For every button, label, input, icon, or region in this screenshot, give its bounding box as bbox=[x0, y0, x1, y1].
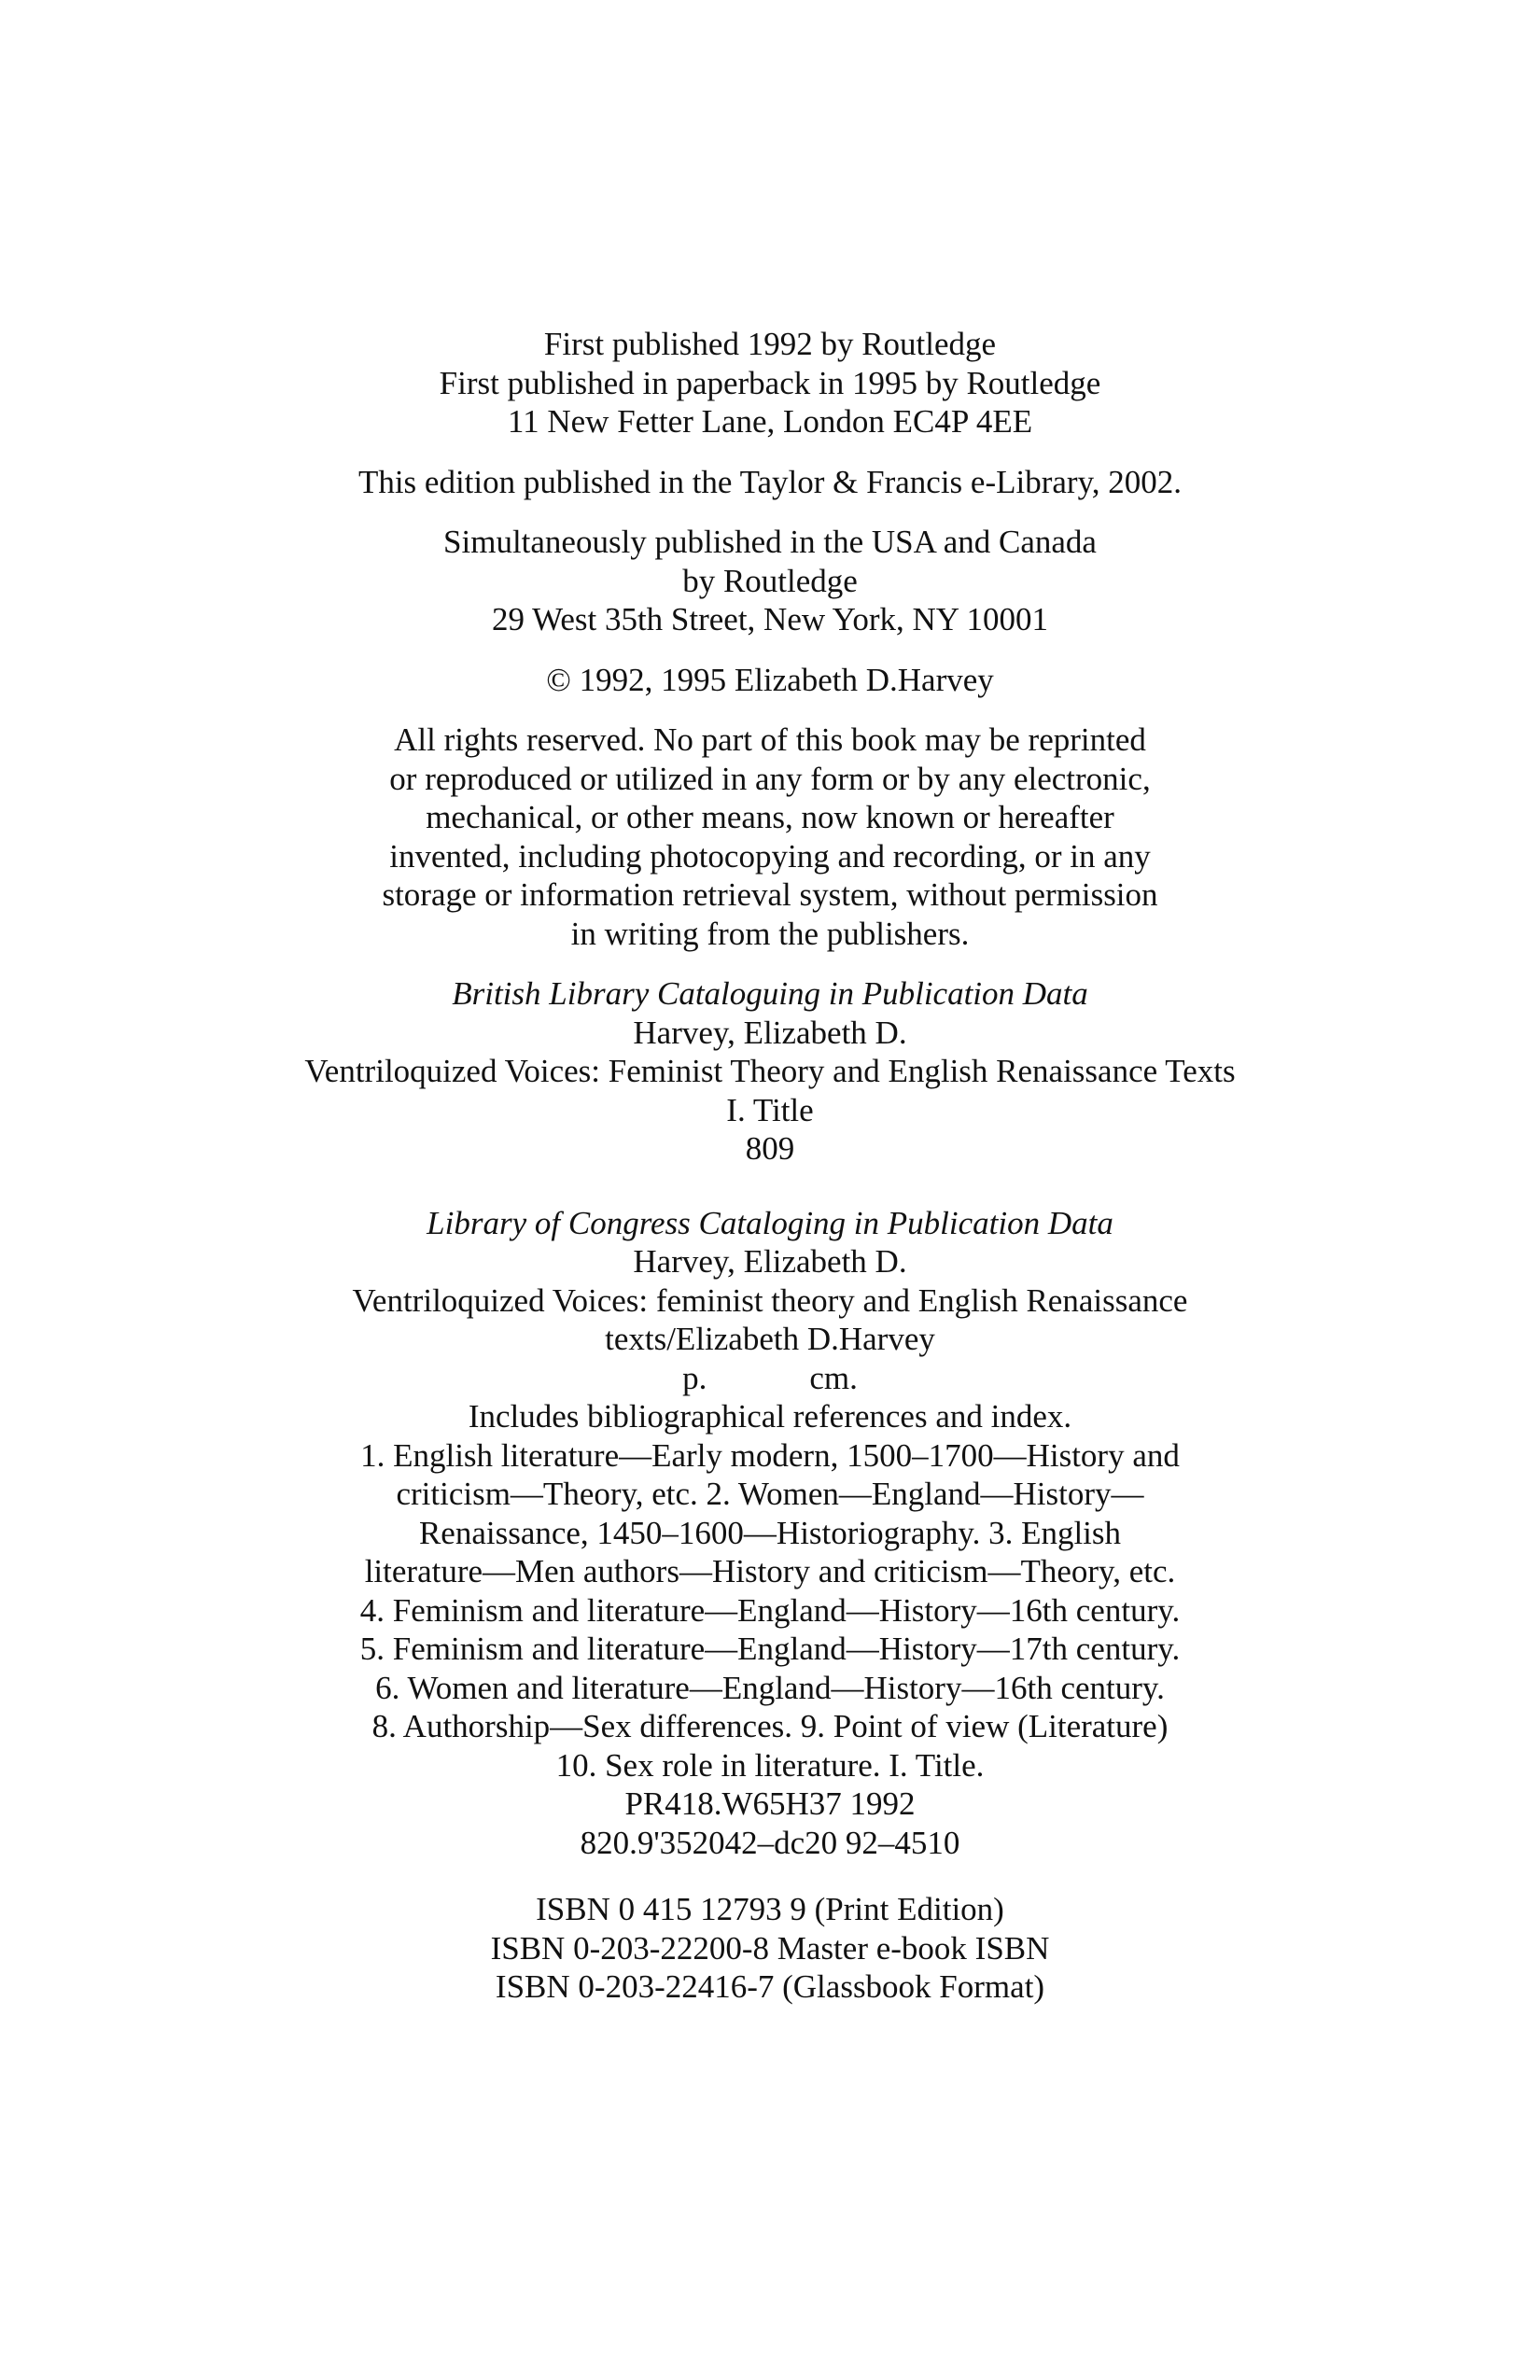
cip-line: 4. Feminism and literature—England—History—16th century. bbox=[359, 1591, 1181, 1629]
pages-label: p. bbox=[682, 1359, 707, 1396]
dewey-line: 820.9'352042–dc20 92–4510 bbox=[580, 1824, 960, 1861]
classification-line: 809 bbox=[745, 1130, 795, 1167]
copyright-page bbox=[0, 325, 1540, 2007]
isbn-line: ISBN 0-203-22200-8 Master e-book ISBN bbox=[490, 1929, 1050, 1967]
edition-block bbox=[0, 463, 1540, 502]
publisher-address: 11 New Fetter Lane, London EC4P 4EE bbox=[507, 403, 1033, 440]
cip-line: literature—Men authors—History and criticism—Theory, etc. bbox=[364, 1553, 1176, 1589]
copyright-block bbox=[0, 661, 1540, 700]
cip-line: 1. English literature—Early modern, 1500–1700—History and bbox=[360, 1436, 1180, 1474]
title-line: Ventriloquized Voices: Feminist Theory and English Renaissance Texts bbox=[304, 1053, 1236, 1089]
rights-line: or reproduced or utilized in any form or by any electronic, bbox=[389, 760, 1151, 797]
copyright-line: © 1992, 1995 Elizabeth D.Harvey bbox=[546, 661, 994, 698]
pages-cm-line bbox=[0, 1359, 1540, 1398]
cm-label: cm. bbox=[809, 1359, 858, 1396]
cip-line: Renaissance, 1450–1600—Historiography. 3. English bbox=[418, 1514, 1122, 1551]
title-line: texts/Elizabeth D.Harvey bbox=[605, 1321, 935, 1357]
isbn-block bbox=[0, 1890, 1540, 2007]
cip-line: 6. Women and literature—England—History—16th century. bbox=[375, 1669, 1165, 1706]
isbn-line: ISBN 0 415 12793 9 (Print Edition) bbox=[536, 1891, 1004, 1927]
rights-line: invented, including photocopying and recording, or in any bbox=[389, 837, 1151, 875]
british-library-block bbox=[0, 974, 1540, 1169]
rights-line: mechanical, or other means, now known or hereafter bbox=[426, 799, 1114, 835]
author-line: Harvey, Elizabeth D. bbox=[633, 1014, 907, 1051]
british-library-heading: British Library Cataloguing in Publication Data bbox=[452, 975, 1088, 1012]
edition-line: This edition published in the Taylor & Francis e-Library, 2002. bbox=[357, 463, 1183, 500]
rights-line: All rights reserved. No part of this book may be reprinted bbox=[394, 721, 1146, 758]
cip-line: Includes bibliographical references and index. bbox=[468, 1398, 1072, 1435]
publication-line: First published 1992 by Routledge bbox=[543, 326, 997, 362]
library-of-congress-heading: Library of Congress Cataloging in Publication Data bbox=[427, 1204, 1113, 1241]
publication-line: First published in paperback in 1995 by Routledge bbox=[439, 364, 1101, 401]
author-line: Harvey, Elizabeth D. bbox=[633, 1243, 907, 1280]
rights-block bbox=[0, 721, 1540, 953]
rights-line: in writing from the publishers. bbox=[570, 915, 970, 952]
simultaneous-line: Simultaneously published in the USA and Canada bbox=[443, 524, 1097, 560]
call-number-line: PR418.W65H37 1992 bbox=[624, 1785, 916, 1822]
library-of-congress-block bbox=[0, 1204, 1540, 1863]
isbn-line: ISBN 0-203-22416-7 (Glassbook Format) bbox=[495, 1968, 1045, 2005]
publication-block bbox=[0, 325, 1540, 441]
cip-line: 8. Authorship—Sex differences. 9. Point of view (Literature) bbox=[371, 1708, 1169, 1744]
title-line: Ventriloquized Voices: feminist theory and English Renaissance bbox=[352, 1281, 1188, 1319]
simultaneous-block bbox=[0, 523, 1540, 639]
simultaneous-line: by Routledge bbox=[682, 562, 858, 599]
rights-line: storage or information retrieval system, without permission bbox=[382, 876, 1158, 913]
subject-line: I. Title bbox=[726, 1091, 814, 1128]
cip-line: 5. Feminism and literature—England—History—17th century. bbox=[359, 1631, 1181, 1667]
cip-line: criticism—Theory, etc. 2. Women—England—History— bbox=[396, 1476, 1144, 1512]
us-address: 29 West 35th Street, New York, NY 10001 bbox=[491, 601, 1049, 637]
cip-line: 10. Sex role in literature. I. Title. bbox=[555, 1746, 985, 1784]
